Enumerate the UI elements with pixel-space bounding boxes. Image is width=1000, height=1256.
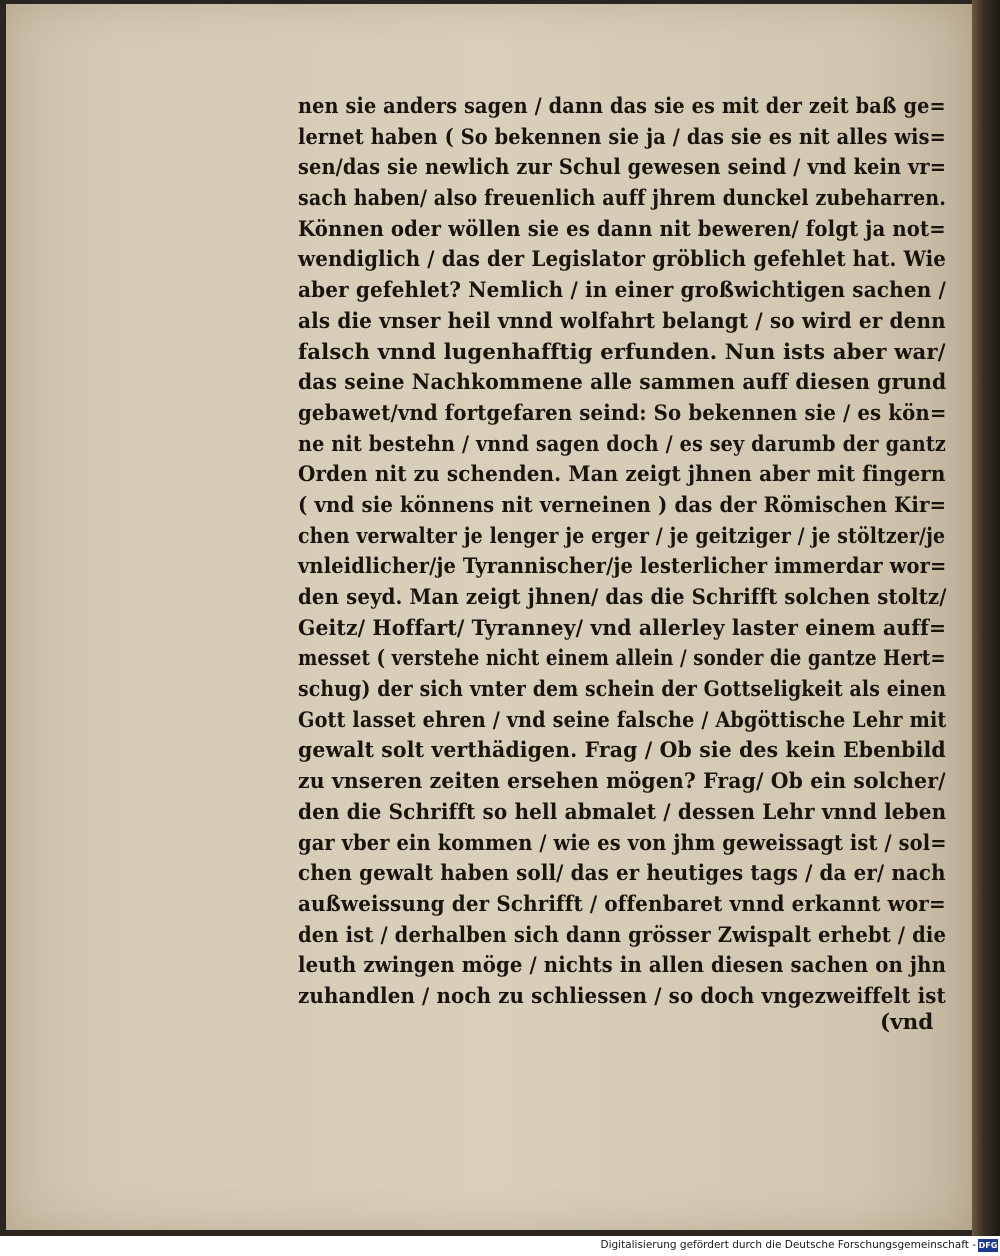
text-line: den ist / derhalben sich dann grösser Zwispalt erhebt / die bbox=[298, 922, 947, 948]
text-line: Können oder wöllen sie es dann nit beweren/ folgt ja not= bbox=[298, 216, 946, 242]
catchword: (vnd bbox=[880, 1010, 934, 1035]
text-line: gewalt solt verthädigen. Frag / Ob sie des kein Ebenbild bbox=[298, 738, 946, 764]
text-line: ne nit bestehn / vnnd sagen doch / es sey darumb der gantz bbox=[298, 431, 946, 457]
text-line: vnleidlicher/je Tyrannischer/je lesterlicher immerdar wor= bbox=[298, 554, 947, 580]
text-line: gar vber ein kommen / wie es von jhm geweissagt ist / sol= bbox=[298, 830, 947, 856]
text-line: gebawet/vnd fortgefaren seind: So bekennen sie / es kön= bbox=[298, 400, 947, 426]
text-line: Orden nit zu schenden. Man zeigt jhnen aber mit fingern bbox=[298, 462, 946, 488]
text-line: zu vnseren zeiten ersehen mögen? Frag/ Ob ein solcher/ bbox=[298, 769, 946, 795]
page-edge bbox=[972, 0, 1000, 1236]
funding-credit: Digitalisierung gefördert durch die Deutsche Forschungsgemeinschaft - bbox=[600, 1239, 976, 1251]
text-line: als die vnser heil vnnd wolfahrt belangt / so wird er denn bbox=[298, 308, 946, 334]
text-line: Gott lasset ehren / vnd seine falsche / Abgöttische Lehr mit bbox=[298, 707, 947, 733]
text-line: sach haben/ also freuenlich auff jhrem dunckel zubeharren. bbox=[298, 186, 946, 212]
text-line: den seyd. Man zeigt jhnen/ das die Schrifft solchen stoltz/ bbox=[298, 585, 947, 610]
text-line: zuhandlen / noch zu schliessen / so doch vngezweiffelt ist bbox=[298, 983, 946, 1009]
page-text bbox=[298, 92, 946, 1013]
text-line: aber gefehlet? Nemlich / in einer großwichtigen sachen / bbox=[298, 278, 946, 304]
text-line: lernet haben ( So bekennen sie ja / das sie es nit alles wis= bbox=[298, 124, 946, 150]
text-line: Geitz/ Hoffart/ Tyranney/ vnd allerley laster einem auff= bbox=[298, 615, 947, 641]
text-line: ( vnd sie könnens nit verneinen ) das der Römischen Kir= bbox=[298, 492, 947, 518]
text-line: leuth zwingen möge / nichts in allen diesen sachen on jhn bbox=[298, 953, 947, 979]
text-line: sen/das sie newlich zur Schul gewesen seind / vnd kein vr= bbox=[298, 155, 947, 181]
footer-bar bbox=[0, 1236, 1000, 1256]
text-line: chen gewalt haben soll/ das er heutiges tags / da er/ nach bbox=[298, 861, 946, 887]
text-line: das seine Nachkommene alle sammen auff diesen grund bbox=[298, 370, 947, 396]
text-line: falsch vnnd lugenhafftig erfunden. Nun ists aber war/ bbox=[298, 339, 946, 365]
text-line: wendiglich / das der Legislator gröblich gefehlet hat. Wie bbox=[298, 247, 947, 273]
text-line: messet ( verstehe nicht einem allein / sonder die gantze Hert= bbox=[298, 646, 946, 672]
text-line: nen sie anders sagen / dann das sie es mit der zeit baß ge= bbox=[298, 94, 946, 119]
text-line: den die Schrifft so hell abmalet / dessen Lehr vnnd leben bbox=[298, 799, 947, 825]
text-line: außweissung der Schrifft / offenbaret vnnd erkannt wor= bbox=[298, 891, 946, 917]
text-line: schug) der sich vnter dem schein der Gottseligkeit als einen bbox=[298, 677, 947, 703]
dfg-logo: DFG bbox=[978, 1241, 998, 1250]
text-line: chen verwalter je lenger je erger / je geitziger / je stöltzer/je bbox=[298, 523, 946, 549]
